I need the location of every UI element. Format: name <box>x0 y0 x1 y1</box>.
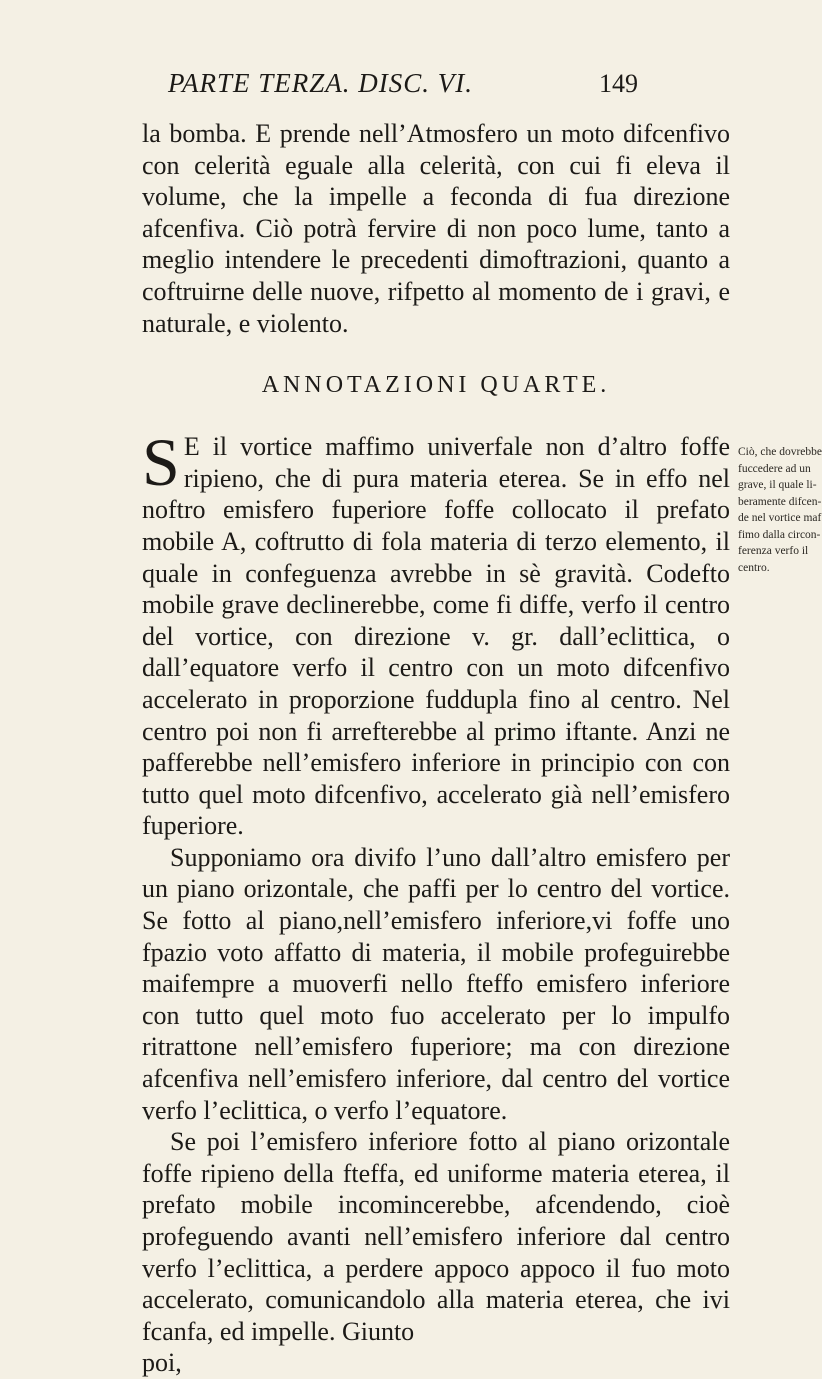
paragraph-1: la bomba. E prende nell’Atmosfero un moto difcenfivo con celerità eguale alla celerità, con cui fi eleva il volume, che la impelle a feconda di fua direzione afcenfiva. Ciò potrà fervire di non poco lume, tanto a meglio intendere le precedenti dimoftrazioni, quanto a coftruirne delle nuove, rifpetto al momento de i gravi, e naturale, e violento. <box>142 119 730 338</box>
marginal-line: fimo dalla circon- <box>738 528 821 541</box>
running-head <box>168 68 638 99</box>
marginal-line: centro. <box>738 561 770 574</box>
paragraph-2 <box>142 424 730 842</box>
section-heading: ANNOTAZIONI QUARTE. <box>261 372 611 399</box>
marginal-line: Ciò, che dovrebbe <box>738 446 822 458</box>
paragraph-3: Supponiamo ora divifo l’uno dall’altro emisfero per un piano orizontale, che paffi per lo centro del vortice. Se fotto al piano,nell’emisfero inferiore,vi foffe uno fpazio voto affatto di materia, il mobile profeguirebbe maifempre a muoverfi nello fteffo emisfero inferiore con tutto quel moto fuo accelerato per lo impulfo ritrattone nell’emisfero fuperiore; ma con direzione afcenfiva nell’emisfero inferiore, dal centro del vortice verfo l’eclittica, o verfo l’equatore. <box>142 842 730 1125</box>
page-number: 149 <box>599 69 638 98</box>
paragraph-2-text: E il vortice maffimo univerfale non d’altro foffe ripieno, che di pura materia eterea. Se in effo nel noftro emisfero fuperiore foffe collocato il prefato mobile A, coftrutto di fola materia di terzo elemento, il quale in confeguenza avrebbe in sè gravità. Codefto mobile grave declinerebbe, come fi diffe, verfo il centro del vortice, con direzione v. gr. dall’eclittica, o dall’equatore verfo il centro con un moto difcenfivo accelerato in proporzione fuddupla fino al centro. Nel centro poi non fi arrefterebbe al primo iftante. Anzi ne pafferebbe nell’emisfero inferiore in principio con con tutto quel moto difcenfivo, accelerato già nell’emisfero fuperiore. <box>142 432 730 841</box>
marginal-line: grave, il quale li- <box>738 479 817 491</box>
marginal-line: ferenza verfo il <box>738 545 809 557</box>
main-text <box>142 118 730 1379</box>
drop-cap: S <box>142 424 180 501</box>
marginal-line: beramente difcen- <box>738 495 822 508</box>
running-title: PARTE TERZA. DISC. VI. <box>168 68 473 98</box>
paragraph-4: Se poi l’emisfero inferiore fotto al piano orizontale foffe ripieno della fteffa, ed uniforme materia eterea, il prefato mobile incomincerebbe, afcendendo, cioè profeguendo avanti nell’emisfero inferiore dal centro verfo l’eclittica, a perdere appoco appoco il fuo moto accelerato, comunicandolo alla materia eterea, che ivi fcanfa, ed impelle. Giunto <box>142 1127 730 1346</box>
catchword: poi, <box>142 1348 182 1378</box>
marginal-line: fuccedere ad un <box>738 462 811 475</box>
marginal-note <box>738 444 822 576</box>
marginal-line: de nel vortice maf <box>738 512 822 524</box>
